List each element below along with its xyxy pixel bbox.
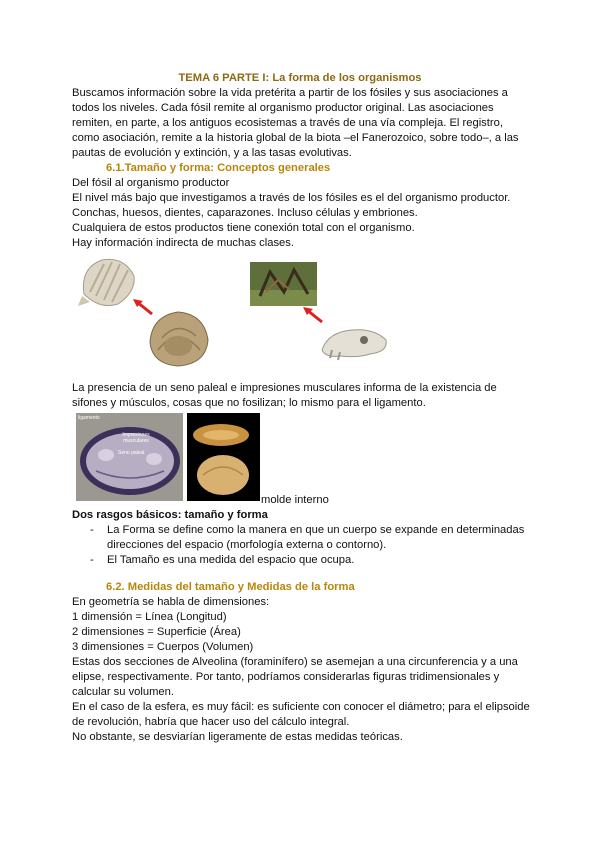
skull-fossil-image xyxy=(318,322,390,362)
molde-caption: molde interno xyxy=(261,494,329,506)
intro-line: Buscamos información sobre la vida pretérita a partir de los fósiles y sus asociaciones a xyxy=(72,87,508,99)
section2-line: En el caso de la esfera, es muy fácil: es suficiente con conocer el diámetro; para el elipsoide xyxy=(72,701,530,713)
section-heading-6-1: 6.1.Tamaño y forma: Conceptos generales xyxy=(106,162,331,174)
bullet-line: La Forma se define como la manera en que un cuerpo se expande en determinadas xyxy=(107,524,525,536)
basic-heading: Dos rasgos básicos: tamaño y forma xyxy=(72,509,268,521)
section1-line: Del fósil al organismo productor xyxy=(72,177,230,189)
bullet-dash: - xyxy=(90,554,94,566)
seno-paleal-label: Seno paleal xyxy=(118,450,145,456)
intro-line: todos los niveles. Cada fósil remite al organismo productor original. Las asociaciones xyxy=(72,102,494,114)
section1-line: Conchas, huesos, dientes, caparazones. Incluso células y embriones. xyxy=(72,207,418,219)
bivalve-interior-photo xyxy=(76,413,183,501)
section2-line: 2 dimensiones = Superficie (Área) xyxy=(72,626,241,638)
intro-line: como asociación, remite a la historia global de la biota –el Fanerozoico, sobre todo–, a las xyxy=(72,132,519,144)
section-heading-6-2: 6.2. Medidas del tamaño y Medidas de la forma xyxy=(106,581,355,593)
ligamento-label: ligamento xyxy=(78,415,100,421)
section1-line: Cualquiera de estos productos tiene conexión total con el organismo. xyxy=(72,222,415,234)
bullet-line: direcciones del espacio (morfología externa o contorno). xyxy=(107,539,387,551)
seno-line: La presencia de un seno paleal e impresiones musculares informa de la existencia de xyxy=(72,382,497,394)
section2-line: 1 dimensión = Línea (Longitud) xyxy=(72,611,227,623)
section2-line: Estas dos secciones de Alveolina (foraminífero) se asemejan a una circunferencia y a una xyxy=(72,656,518,668)
page-title: TEMA 6 PARTE I: La forma de los organismos xyxy=(178,72,422,84)
seno-line: sifones y músculos, cosas que no fosilizan; lo mismo para el ligamento. xyxy=(72,397,426,409)
landscape-photo-image xyxy=(250,262,317,306)
fossil-shell-image xyxy=(144,306,212,370)
section2-line: de revolución, habría que hacer uso del cálculo integral. xyxy=(72,716,350,728)
section2-line: calcular su volumen. xyxy=(72,686,174,698)
bullet-line: El Tamaño es una medida del espacio que ocupa. xyxy=(107,554,355,566)
bullet-dash: - xyxy=(90,524,94,536)
section1-line: Hay información indirecta de muchas clases. xyxy=(72,237,294,249)
section2-line: En geometría se habla de dimensiones: xyxy=(72,596,270,608)
intro-line: remiten, en parte, a los antiguos ecosistemas a través de una vía compleja. El registro, xyxy=(72,117,503,129)
section2-line: No obstante, se desviarían ligeramente de estas medidas teóricas. xyxy=(72,731,403,743)
section1-line: El nivel más bajo que investigamos a través de los fósiles es el del organismo productor. xyxy=(72,192,511,204)
internal-mold-photo xyxy=(187,413,260,501)
section2-line: 3 dimensiones = Cuerpos (Volumen) xyxy=(72,641,254,653)
section2-line: elipse, respectivamente. Por tanto, podríamos considerarlas figuras tridimensionales y xyxy=(72,671,500,683)
intro-line: pautas de evolución y extinción, y a las tasas evolutivas. xyxy=(72,147,352,159)
impresiones-label: Impresiones musculares xyxy=(122,432,150,444)
scallop-shell-image xyxy=(76,254,138,310)
